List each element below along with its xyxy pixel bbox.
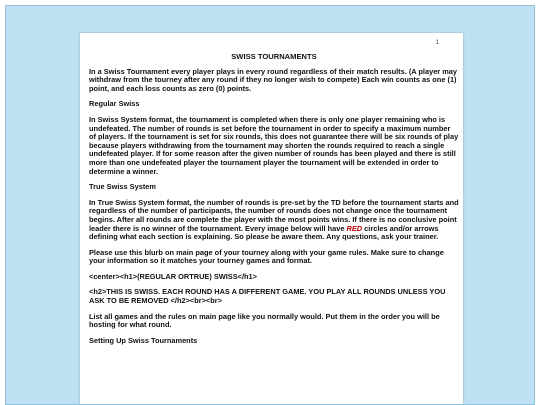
page-number: 1 bbox=[435, 39, 439, 46]
true-swiss-text-b: circles and/or arrows defining what each section is explaining. So please be aware them. Any questions, ask your trainer. bbox=[89, 223, 439, 242]
regular-swiss-heading: Regular Swiss bbox=[89, 99, 140, 109]
document-background bbox=[5, 5, 535, 405]
code-h2-line: <h2>THIS IS SWISS. EACH ROUND HAS A DIFFERENT GAME. YOU PLAY ALL ROUNDS UNLESS YOU ASK TO BE REMOVED </h2><br><br> bbox=[89, 287, 446, 306]
intro-paragraph: In a Swiss Tournament every player plays in every round regardless of their match results. (A player may withdraw from the tourney after any round if they no longer wish to compete) Each win counts as one (1) point, and each loss counts as zero (0) points. bbox=[89, 66, 458, 93]
setup-heading: Setting Up Swiss Tournaments bbox=[89, 335, 198, 345]
true-swiss-text-a: In True Swiss System format, the number of rounds is pre-set by the TD before the tournament starts and regardless of the number of participants, the number of rounds does not change once the tournament begins. After all rounds are complete the player with the most points wins. If there is no conclusive point leader there is no winner of the tournament. Every image below will have bbox=[89, 197, 459, 233]
code-center-line: <center><h1>(REGULAR ORTRUE) SWISS</h1> bbox=[89, 271, 257, 281]
blurb-paragraph: Please use this blurb on main page of your tourney along with your game rules. Make sure to change your information so it matches your tourney games and format. bbox=[89, 247, 444, 266]
red-emphasis: RED bbox=[346, 223, 363, 233]
true-swiss-heading: True Swiss System bbox=[89, 182, 156, 192]
document-title: SWISS TOURNAMENTS bbox=[231, 52, 317, 61]
true-swiss-paragraph bbox=[89, 199, 459, 242]
document-content bbox=[89, 53, 459, 352]
list-games-paragraph: List all games and the rules on main page like you normally would. Put them in the order you will be hosting for what round. bbox=[89, 311, 440, 330]
document-page bbox=[80, 33, 463, 405]
regular-swiss-paragraph: In Swiss System format, the tournament is completed when there is only one player remaining who is undefeated. The number of rounds is set before the tournament in order to specify a maximum number of players. If the tournament is set for six rounds, this does not guarantee there will be six rounds of play because players withdrawing from the tournament may shorten the rounds required to reach a single undefeated player. If for some reason after the given number of rounds has been played and there is still more than one undefeated player the tournament player the tournament will be extended in order to determine a winner. bbox=[89, 114, 459, 176]
